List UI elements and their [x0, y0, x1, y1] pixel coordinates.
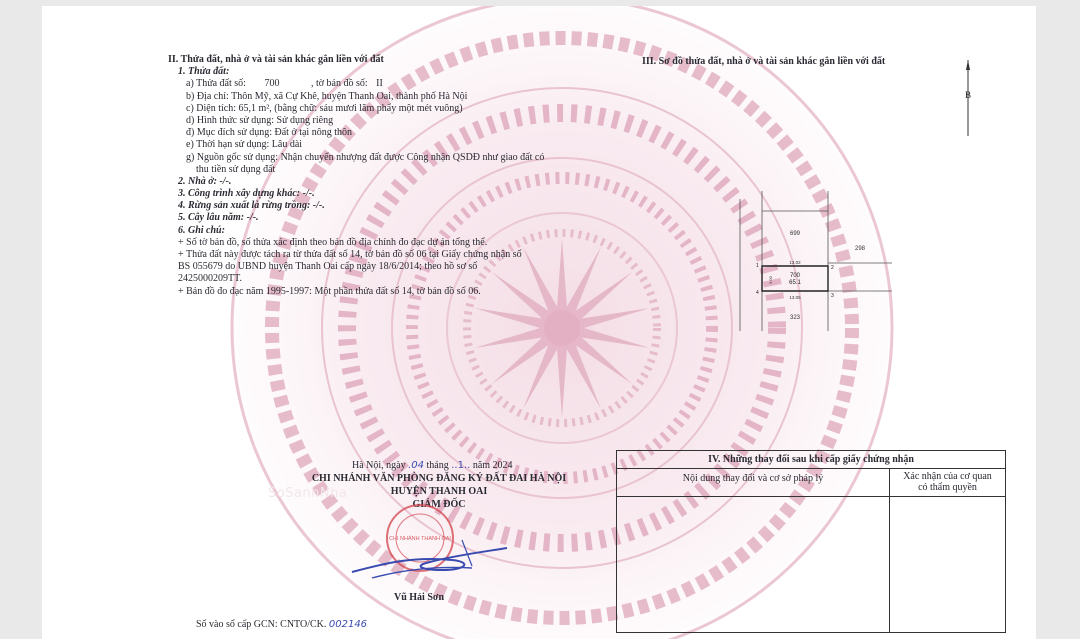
parcel-label: a) Thửa đất số: — [186, 78, 246, 90]
certificate-page — [42, 6, 1036, 639]
parcel-area-label: 65.1 — [789, 280, 801, 286]
role-line: GIÁM ĐỐC — [412, 499, 466, 510]
section3-heading: III. Sơ đồ thửa đất, nhà ở và tài sản khác gắn liền với đất — [642, 56, 886, 67]
land-heading: 1. Thửa đất: — [178, 66, 230, 78]
note-1: + Số tờ bản đồ, số thửa xác định theo bản đồ địa chính đo đạc dự án tổng thể. — [178, 236, 488, 248]
changes-col-content: Nội dung thay đổi và cơ sở pháp lý — [617, 469, 890, 497]
trees-line: 5. Cây lâu năm: -/-. — [178, 212, 259, 224]
section2-heading: II. Thửa đất, nhà ở và tài sản khác gắn liền với đất — [168, 54, 384, 65]
date-month-prefix: tháng — [426, 460, 449, 471]
office-line-1: CHI NHÁNH VĂN PHÒNG ĐĂNG KÝ ĐẤT ĐAI HÀ NỘI — [311, 473, 567, 484]
point-3: 3 — [831, 293, 834, 299]
point-2: 2 — [831, 265, 834, 271]
north-arrow-icon — [962, 58, 974, 138]
construction-line: 3. Công trình xây dựng khác: -/-. — [178, 188, 315, 200]
house-line: 2. Nhà ở: -/-. — [178, 175, 232, 187]
neighbor-699: 699 — [789, 231, 801, 237]
neighbor-298: 298 — [854, 246, 866, 252]
seal-text: CHI NHÁNH THANH OAI — [389, 536, 451, 542]
changes-confirm-cell — [890, 497, 1006, 633]
issue-date — [352, 460, 513, 472]
date-year: năm 2024 — [472, 460, 513, 471]
forest-line: 4. Rừng sản xuất là rừng trồng: -/-. — [178, 200, 325, 212]
confirm-line-1: Xác nhận của cơ quan — [903, 471, 992, 482]
date-month: ..1.. — [451, 460, 471, 471]
parcel-diagram — [732, 191, 892, 331]
changes-content-cell — [617, 497, 890, 633]
note-2c: 2425000209TT. — [178, 273, 242, 285]
parcel-number: 700 — [264, 78, 280, 90]
origin-line: g) Nguồn gốc sử dụng: Nhận chuyển nhượng đất được Công nhận QSDĐ như giao đất có — [186, 151, 545, 163]
signature-scribble-icon — [342, 526, 512, 584]
section4-heading: IV. Những thay đổi sau khi cấp giấy chứng nhận — [617, 451, 1006, 469]
changes-table — [616, 450, 1006, 633]
point-4: 4 — [756, 290, 759, 296]
notes-heading: 6. Ghi chú: — [178, 224, 225, 236]
section-land-info — [168, 54, 632, 298]
sheet-label: , tờ bản đồ số: — [310, 78, 368, 90]
register-prefix: Số vào sổ cấp GCN: CNTO/CK. — [196, 619, 327, 630]
watermark-text: SoSanhNha — [268, 486, 348, 501]
register-number — [196, 619, 367, 631]
changes-col-confirm — [890, 469, 1006, 497]
note-3: + Bản đồ đo đạc năm 1995-1997: Một phần thửa đất số 14, tờ bản đồ số 06. — [178, 285, 481, 297]
date-prefix: Hà Nội, ngày — [352, 460, 406, 471]
note-2a: + Thửa đất này được tách ra từ thửa đất số 14, tờ bản đồ số 06 tại Giấy chứng nhận số — [178, 249, 522, 260]
point-1: 1 — [756, 263, 759, 269]
usage-form-line: d) Hình thức sử dụng: Sử dụng riêng — [186, 114, 334, 126]
usage-term-line: e) Thời hạn sử dụng: Lâu dài — [186, 139, 303, 151]
usage-purpose-line: đ) Mục đích sử dụng: Đất ở tại nông thôn — [186, 127, 352, 139]
neighbor-323: 323 — [789, 315, 801, 321]
edge-bottom-label: 13.05 — [789, 295, 801, 300]
address-line: b) Địa chỉ: Thôn Mỹ, xã Cự Khê, huyện Thanh Oai, thành phố Hà Nội — [186, 90, 468, 102]
confirm-line-2: có thẩm quyền — [918, 482, 977, 493]
signer-name: Vũ Hải Sơn — [394, 592, 444, 603]
note-2b: BS 055679 do UBND huyện Thanh Oai cấp ngày 18/6/2014; theo hồ sơ số — [178, 261, 478, 273]
north-label: B — [964, 90, 972, 100]
date-day: .04 — [408, 460, 425, 471]
office-line-2: HUYỆN THANH OAI — [390, 486, 488, 497]
origin-line-2: thu tiền sử dụng đất — [196, 163, 276, 175]
register-value: 002146 — [328, 619, 368, 630]
edge-side-label: 5.00 — [768, 276, 773, 284]
parcel-line — [172, 78, 632, 90]
edge-top-label: 13.02 — [789, 260, 801, 265]
area-line: c) Diện tích: 65,1 m², (bằng chữ: sáu mươi lăm phẩy một mét vuông) — [186, 102, 463, 114]
sheet-number: II — [376, 78, 383, 90]
parcel-number-label: 700 — [789, 273, 801, 279]
